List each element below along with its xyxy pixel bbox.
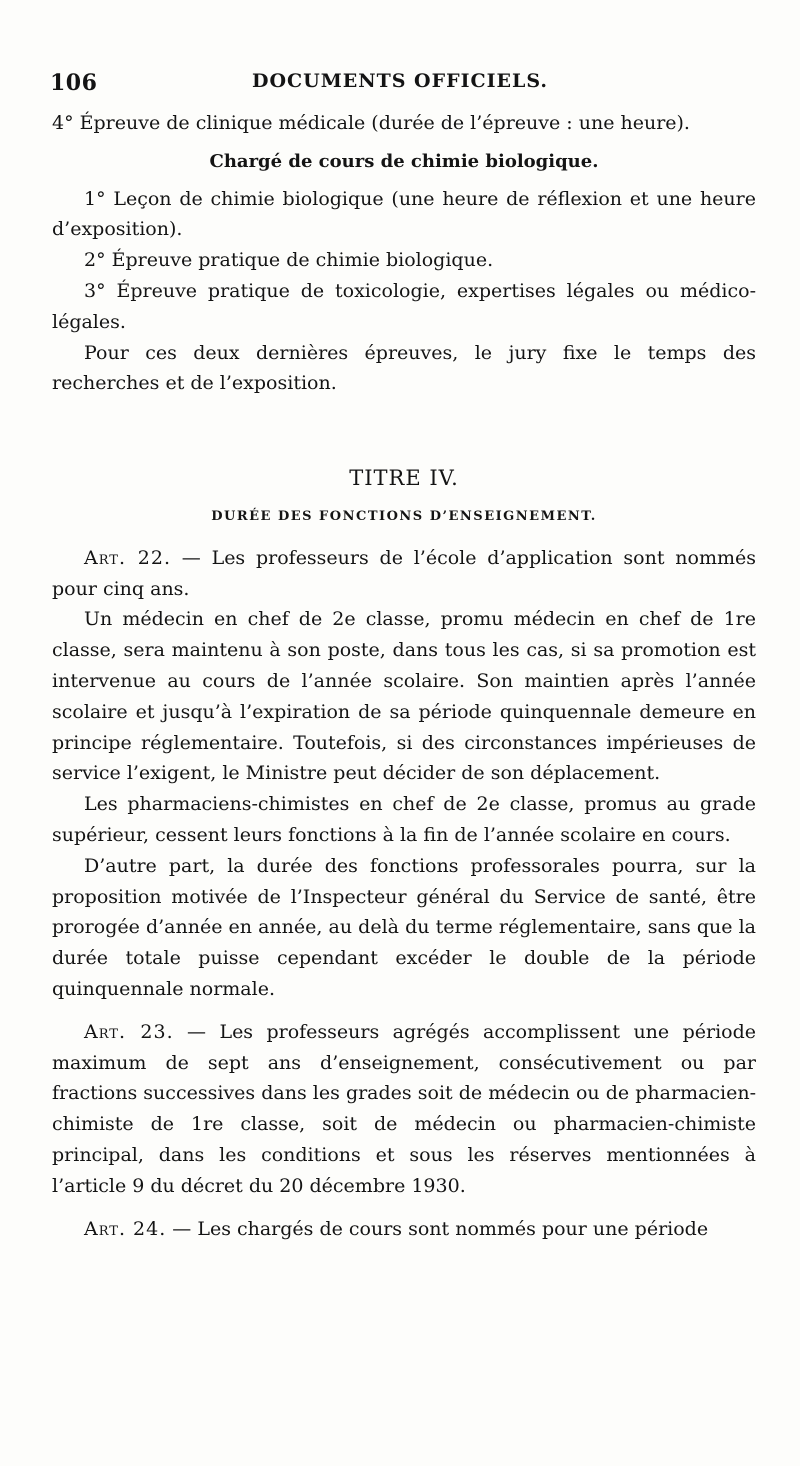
page-number: 106 xyxy=(50,70,98,96)
article-22-paragraph-4: D’autre part, la durée des fonctions professorales pourra, sur la proposition motivée de l’Inspecteur général du Service de santé, être prorogée d’année en année, au delà du terme réglementaire, sans que la durée totale puisse cependant excéder le double de la période quinquennale normale. xyxy=(52,854,756,1000)
exam-note: Pour ces deux dernières épreuves, le jury fixe le temps des recherches et de l’exposition. xyxy=(52,341,756,395)
page-header xyxy=(50,70,750,100)
titre-heading: TITRE IV. xyxy=(349,466,459,491)
article-24-paragraph xyxy=(52,1214,756,1245)
article-23-text: — Les professeurs agrégés accomplissent une période maximum de sept ans d’enseignement, consécutivement ou par fractions successives dans les grades soit de médecin ou de pharmacien-chimiste de 1re classe, soit de médecin ou pharmacien-chimiste principal, dans les conditions et sous les réserves mentionnées à l’article 9 du décret du 20 décembre 1930. xyxy=(52,1020,756,1197)
exam-item-3: 3° Épreuve pratique de toxicologie, expertises légales ou médico-légales. xyxy=(52,279,756,333)
article-22-label: Art. 22. xyxy=(84,546,171,569)
article-23-paragraph xyxy=(52,1017,756,1202)
section-heading-chimie: Chargé de cours de chimie biologique. xyxy=(209,150,599,172)
titre-subtitle: DURÉE DES FONCTIONS D’ENSEIGNEMENT. xyxy=(211,508,597,524)
article-22-paragraph xyxy=(52,543,756,605)
article-22-paragraph-2: Un médecin en chef de 2e classe, promu médecin en chef de 1re classe, sera maintenu à son poste, dans tous les cas, si sa promotion est intervenue au cours de l’année scolaire. Son maintien après l’année scolaire et jusqu’à l’expiration de sa période quinquennale demeure en principe réglementaire. Toutefois, si des circonstances impérieuses de service l’exigent, le Ministre peut décider de son déplacement. xyxy=(52,608,756,785)
exam-item-4: 4° Épreuve de clinique médicale (durée de l’épreuve : une heure). xyxy=(52,112,690,134)
article-23-label: Art. 23. xyxy=(84,1020,174,1043)
article-24-text: — Les chargés de cours sont nommés pour une période xyxy=(166,1217,709,1240)
article-22-text: — Les professeurs de l’école d’application sont nommés pour cinq ans. xyxy=(52,546,756,600)
article-24-label: Art. 24. xyxy=(84,1217,167,1240)
page-body xyxy=(52,108,756,1244)
running-head: DOCUMENTS OFFICIELS. xyxy=(251,70,548,92)
exam-item-2: 2° Épreuve pratique de chimie biologique. xyxy=(84,249,494,272)
article-22-paragraph-3: Les pharmaciens-chimistes en chef de 2e classe, promus au grade supérieur, cessent leurs fonctions à la fin de l’année scolaire en cours. xyxy=(52,793,756,846)
exam-item-1: 1° Leçon de chimie biologique (une heure de réflexion et une heure d’exposition). xyxy=(52,187,756,241)
